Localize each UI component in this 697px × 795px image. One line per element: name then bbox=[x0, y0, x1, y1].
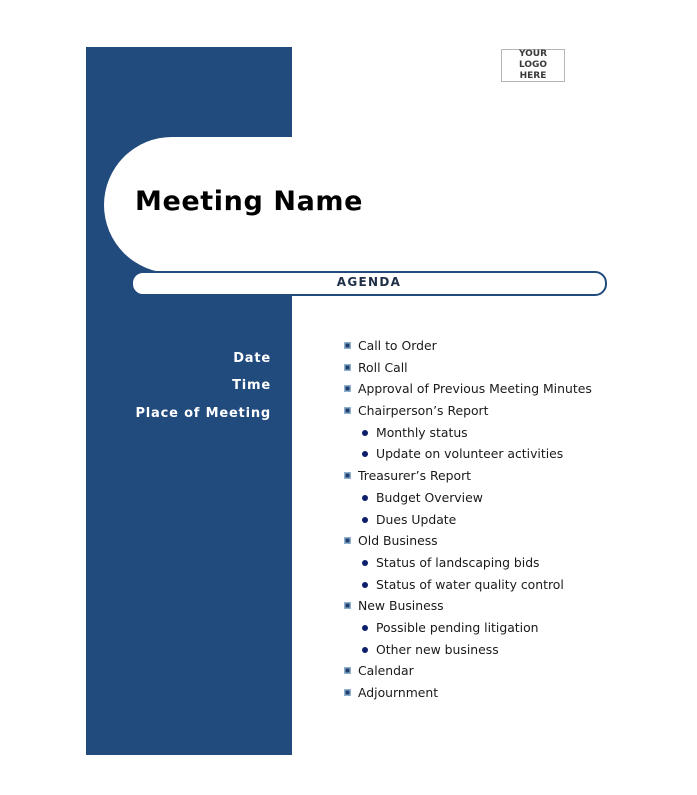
square-bullet-icon bbox=[344, 385, 351, 392]
logo-placeholder bbox=[501, 49, 565, 82]
dot-bullet-icon bbox=[362, 517, 368, 523]
agenda-item-label: Update on volunteer activities bbox=[376, 446, 564, 462]
agenda-subitem bbox=[343, 617, 673, 639]
agenda-subitem bbox=[343, 639, 673, 661]
agenda-subitem bbox=[343, 422, 673, 444]
agenda-item bbox=[343, 378, 673, 400]
agenda-item-label: Old Business bbox=[358, 533, 438, 549]
agenda-list bbox=[343, 335, 673, 704]
agenda-item-label: Other new business bbox=[376, 641, 499, 657]
dot-bullet-icon bbox=[362, 495, 368, 501]
agenda-item-label: Approval of Previous Meeting Minutes bbox=[358, 381, 592, 397]
agenda-subitem bbox=[343, 509, 673, 531]
logo-line-1: YOUR LOGO bbox=[518, 49, 548, 70]
agenda-item-label: Status of water quality control bbox=[376, 576, 564, 592]
square-bullet-icon bbox=[344, 407, 351, 414]
agenda-item bbox=[343, 530, 673, 552]
agenda-item-label: Roll Call bbox=[358, 359, 408, 375]
agenda-item bbox=[343, 595, 673, 617]
dot-bullet-icon bbox=[362, 582, 368, 588]
square-bullet-icon bbox=[344, 364, 351, 371]
agenda-item-label: Budget Overview bbox=[376, 489, 483, 505]
logo-line-2: HERE bbox=[519, 71, 547, 81]
date-label: Date bbox=[233, 351, 271, 366]
agenda-item-label: New Business bbox=[358, 598, 444, 614]
square-bullet-icon bbox=[344, 472, 351, 479]
square-bullet-icon bbox=[344, 689, 351, 696]
agenda-item bbox=[343, 400, 673, 422]
agenda-item-label: Possible pending litigation bbox=[376, 619, 539, 635]
dot-bullet-icon bbox=[362, 430, 368, 436]
agenda-item-label: Status of landscaping bids bbox=[376, 554, 540, 570]
agenda-item-label: Calendar bbox=[358, 663, 414, 679]
agenda-subitem bbox=[343, 487, 673, 509]
dot-bullet-icon bbox=[362, 451, 368, 457]
agenda-item bbox=[343, 335, 673, 357]
time-label: Time bbox=[232, 378, 271, 393]
agenda-subitem bbox=[343, 574, 673, 596]
agenda-item bbox=[343, 465, 673, 487]
meeting-name-title: Meeting Name bbox=[135, 186, 364, 217]
agenda-item-label: Dues Update bbox=[376, 511, 457, 527]
agenda-subitem bbox=[343, 443, 673, 465]
square-bullet-icon bbox=[344, 537, 351, 544]
square-bullet-icon bbox=[344, 602, 351, 609]
agenda-item-label: Treasurer’s Report bbox=[358, 468, 472, 484]
square-bullet-icon bbox=[344, 342, 351, 349]
agenda-label: AGENDA bbox=[336, 275, 402, 289]
agenda-banner bbox=[131, 271, 607, 296]
dot-bullet-icon bbox=[362, 647, 368, 653]
square-bullet-icon bbox=[344, 667, 351, 674]
agenda-item bbox=[343, 357, 673, 379]
dot-bullet-icon bbox=[362, 625, 368, 631]
agenda-item bbox=[343, 660, 673, 682]
agenda-subitem bbox=[343, 552, 673, 574]
logo-text bbox=[511, 49, 555, 82]
dot-bullet-icon bbox=[362, 560, 368, 566]
place-of-meeting-label: Place of Meeting bbox=[135, 406, 271, 421]
agenda-item-label: Call to Order bbox=[358, 338, 437, 353]
agenda-item-label: Chairperson’s Report bbox=[358, 403, 489, 419]
agenda-item-label: Adjournment bbox=[358, 685, 439, 700]
agenda-item bbox=[343, 682, 673, 704]
agenda-item-label: Monthly status bbox=[376, 424, 468, 440]
